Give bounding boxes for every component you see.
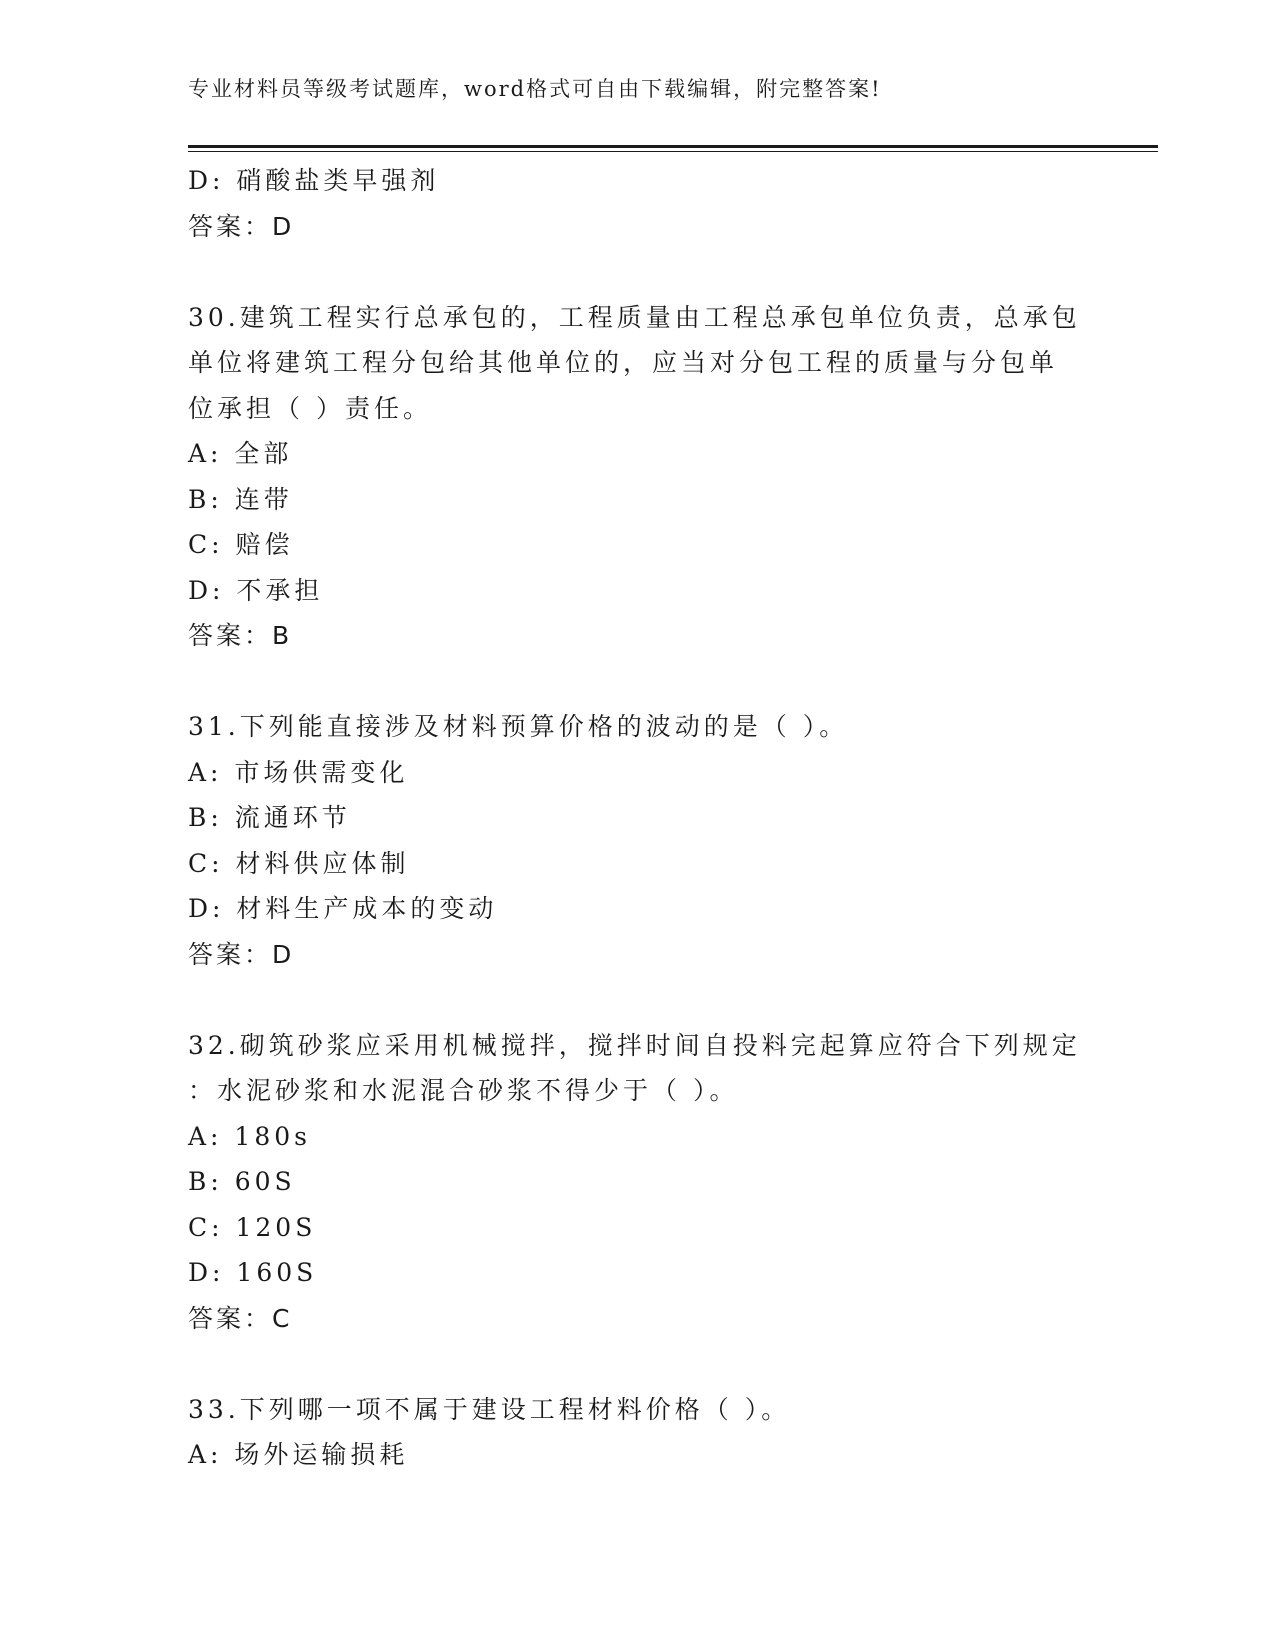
option-c: C: 120S [188, 1212, 317, 1242]
question-31 [188, 704, 1088, 977]
option-b: B: 60S [188, 1167, 296, 1196]
answer: 答案：D [188, 939, 295, 969]
question-stem: ：水泥砂浆和水泥混合砂浆不得少于（ ）。 [188, 1076, 739, 1105]
option-d: D: 不承担 [188, 575, 324, 605]
option-a: A: 场外运输损耗 [188, 1440, 409, 1469]
option-a: A: 市场供需变化 [188, 757, 409, 787]
question-stem: 33.下列哪一项不属于建设工程材料价格（ ）。 [188, 1394, 791, 1424]
page-header: 专业材料员等级考试题库，word格式可自由下载编辑，附完整答案! [188, 77, 882, 101]
question-30 [188, 295, 1088, 659]
option-b: B: 连带 [188, 484, 293, 514]
spacer [188, 1341, 1088, 1387]
option-d: D: 硝酸盐类早强剂 [188, 166, 440, 195]
question-33 [188, 1387, 1088, 1478]
spacer [188, 659, 1088, 705]
option-c: C: 赔偿 [188, 530, 294, 559]
answer: 答案：C [188, 1303, 293, 1333]
answer: 答案：B [188, 621, 293, 650]
header-rule [188, 145, 1158, 148]
question-stem: 31.下列能直接涉及材料预算价格的波动的是（ ）。 [188, 712, 849, 741]
header-rule-thin [188, 151, 1158, 152]
answer: 答案：D [188, 211, 295, 241]
document-body [188, 158, 1088, 1478]
option-a: A: 全部 [188, 439, 293, 468]
option-d: D: 160S [188, 1258, 318, 1287]
question-stem: 单位将建筑工程分包给其他单位的，应当对分包工程的质量与分包单 [188, 348, 1059, 377]
question-stem: 30.建筑工程实行总承包的，工程质量由工程总承包单位负责，总承包 [188, 302, 1081, 332]
question-32 [188, 1023, 1088, 1342]
option-b: B: 流通环节 [188, 803, 351, 832]
question-stem: 32.砌筑砂浆应采用机械搅拌，搅拌时间自投料完起算应符合下列规定 [188, 1030, 1081, 1060]
option-a: A: 180s [188, 1121, 311, 1151]
spacer [188, 249, 1088, 295]
spacer [188, 977, 1088, 1023]
question-stem: 位承担（ ）责任。 [188, 393, 432, 423]
option-d: D: 材料生产成本的变动 [188, 894, 498, 923]
option-c: C: 材料供应体制 [188, 848, 410, 878]
